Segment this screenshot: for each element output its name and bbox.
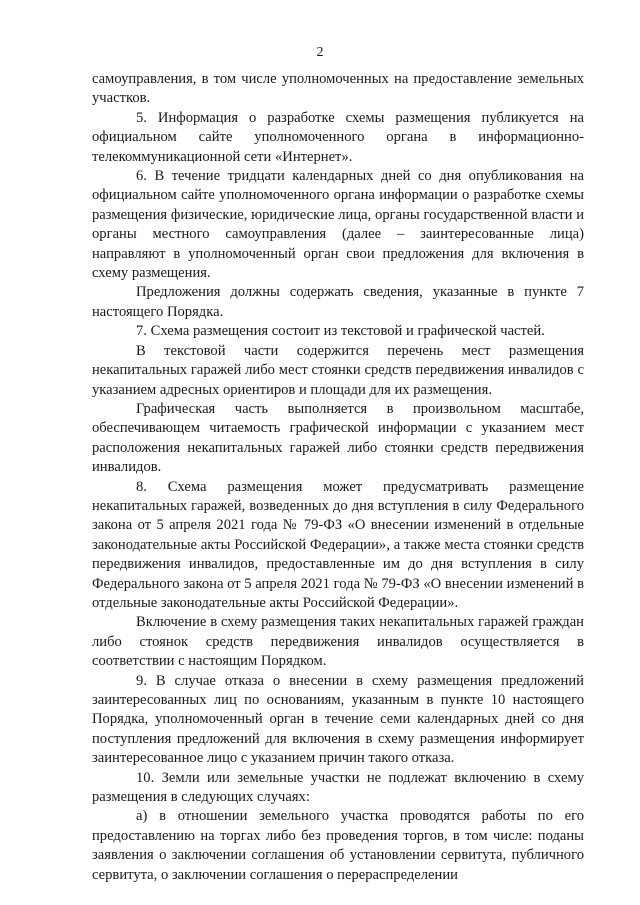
document-body [92,70,584,885]
paragraph-item-8: 8. Схема размещения может предусматривать размещение некапитальных гаражей, возведенных до дня вступления в силу Федерального закона от 5 апреля 2021 года № 79-ФЗ «О внесении изменений в отдельные законодательные акты Российской Федерации», а также места стоянки средств передвижения инвалидов, предоставленные им до дня вступления в силу Федерального закона от 5 апреля 2021 года № 79-ФЗ «О внесении изменений в отдельные законодательные акты Российской Федерации». [92,478,584,611]
paragraph-proposals-content: Предложения должны содержать сведения, указанные в пункте 7 настоящего Порядка. [92,284,584,320]
paragraph-item-6: 6. В течение тридцати календарных дней со дня опубликования на официальном сайте уполномоченного органа информации о разработке схемы размещения физические, юридические лица, органы государственной власти и органы местного самоуправления (далее – заинтересованные лица) направляют в уполномоченный орган свои предложения для включения в схему размещения. [92,168,584,282]
paragraph-text-part: В текстовой части содержится перечень мест размещения некапитальных гаражей либо мест стоянки средств передвижения инвалидов с указанием адресных ориентиров и площади для их размещения. [92,342,584,398]
paragraph-item-10a: а) в отношении земельного участка проводятся работы по его предоставлению на торгах либо без проведения торгов, в том числе: поданы заявления о заключении соглашения об установлении сервитута, публичного сервитута, о заключении соглашения о перераспределении [92,808,584,883]
paragraph-item-5: 5. Информация о разработке схемы размещения публикуется на официальном сайте уполномоченного органа в информационно-телекоммуникационной сети «Интернет». [92,109,584,165]
paragraph-continuation: самоуправления, в том числе уполномоченных на предоставление земельных участков. [92,71,584,107]
paragraph-graphic-part: Графическая часть выполняется в произвольном масштабе, обеспечивающем читаемость графической информации с указанием мест расположения некапитальных гаражей либо стоянки средств передвижения инвалидов. [92,400,584,476]
paragraph-item-10: 10. Земли или земельные участки не подлежат включению в схему размещения в следующих случаях: [92,769,584,806]
paragraph-item-7: 7. Схема размещения состоит из текстовой и графической частей. [136,323,545,340]
paragraph-inclusion: Включение в схему размещения таких некапитальных гаражей граждан либо стоянок средств передвижения инвалидов осуществляется в соответствии с настоящим Порядком. [92,614,584,670]
page-number: 2 [316,45,324,60]
paragraph-item-9: 9. В случае отказа о внесении в схему размещения предложений заинтересованных лиц по основаниям, указанным в пункте 10 настоящего Порядка, уполномоченный орган в течение семи календарных дней со дня поступления предложений для включения в схему размещения информирует заинтересованное лицо с указанием причин такого отказа. [92,672,584,767]
